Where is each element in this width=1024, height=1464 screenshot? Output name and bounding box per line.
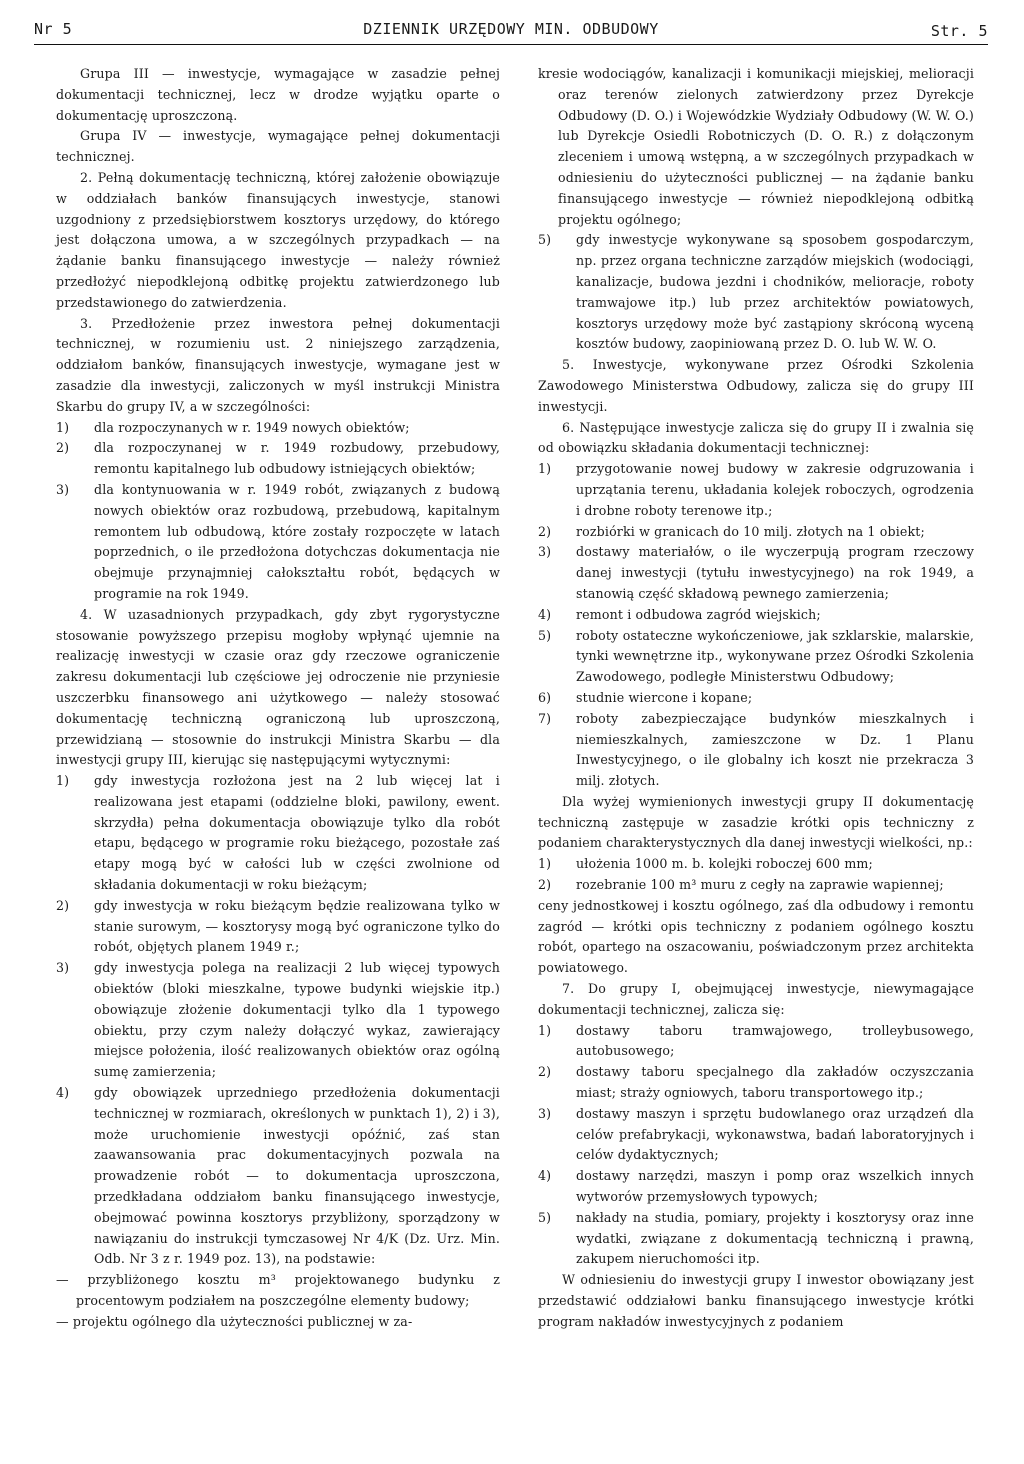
- paragraph: [538, 1062, 974, 1104]
- paragraph: [56, 418, 500, 439]
- paragraph-text: dostawy maszyn i sprzętu budowlanego oraz urządzeń dla celów prefabrykacji, wykonawstwa, badań laboratoryjnych i celów dydaktycznych;: [576, 1105, 974, 1163]
- list-number: 1): [56, 419, 70, 435]
- paragraph-text: W odniesieniu do inwestycji grupy I inwestor obowiązany jest przedstawić oddziałowi banku finansującego inwestycje krótki program nakładów inwestycyjnych z podaniem: [538, 1272, 974, 1329]
- paragraph: [538, 688, 974, 709]
- paragraph-text: 7. Do grupy I, obejmującej inwestycje, niewymagające dokumentacji technicznej, zalicza się:: [538, 981, 974, 1017]
- list-number: 1): [538, 856, 552, 872]
- paragraph: [538, 230, 974, 355]
- list-number: 5): [538, 232, 552, 248]
- paragraph-text: Grupa IV — inwestycje, wymagające pełnej dokumentacji technicznej.: [56, 128, 500, 165]
- paragraph-text: 5. Inwestycje, wykonywane przez Ośrodki Szkolenia Zawodowego Ministerstwa Odbudowy, zalicza się do grupy III inwestycji.: [538, 357, 974, 414]
- paragraph: [56, 1312, 500, 1333]
- paragraph: [56, 1083, 500, 1270]
- paragraph-text: przygotowanie nowej budowy w zakresie odgruzowania i uprzątania terenu, układania kolejek roboczych, ogrodzenia i drobne roboty terenowe itp.;: [576, 461, 974, 518]
- paragraph-text: studnie wiercone i kopane;: [576, 689, 753, 705]
- list-number: 1): [538, 1022, 552, 1038]
- paragraph-text: ułożenia 1000 m. b. kolejki roboczej 600 mm;: [576, 856, 873, 872]
- paragraph: [56, 480, 500, 605]
- paragraph-text: dostawy narzędzi, maszyn i pomp oraz wszelkich innych wytworów przemysłowych typowych;: [576, 1168, 974, 1205]
- list-number: 2): [538, 877, 552, 893]
- paragraph-text: dostawy taboru tramwajowego, trolleybusowego, autobusowego;: [576, 1022, 974, 1059]
- paragraph-text: ceny jednostkowej i kosztu ogólnego, zaś dla odbudowy i remontu zagród — krótki opis techniczny z podaniem ogólnego kosztu robót, opartego na oszacowaniu, poświadczonym przez architekta powiatowego.: [538, 897, 974, 976]
- paragraph-text: gdy obowiązek uprzedniego przedłożenia dokumentacji technicznej w rozmiarach, określonych w punktach 1), 2) i 3), może uruchomienie inwestycji opóźnić, zaś stan zaawansowania prac dokumentacyjnych pozwala na prowadzenie robót — to dokumentacja uproszczona, przedkładana oddziałom banku finansującego inwestycje, obejmować powinna kosztorys przybliżony, sporządzony w nawiązaniu do instrukcji tymczasowej Nr 4/K (Dz. Urz. Min. Odb. Nr 3 z r. 1949 poz. 13), na podstawie:: [94, 1085, 500, 1267]
- paragraph: [538, 854, 974, 875]
- paragraph: [538, 459, 974, 521]
- paragraph-text: nakłady na studia, pomiary, projekty i kosztorysy oraz inne wydatki, związane z dokumentacją techniczną i prawną, zakupem nieruchomości itp.: [576, 1209, 974, 1267]
- paragraph: [538, 522, 974, 543]
- paragraph-text: 6. Następujące inwestycje zalicza się do grupy II i zwalnia się od obowiązku składania dokumentacji technicznej:: [538, 419, 974, 456]
- paragraph: [56, 314, 500, 418]
- paragraph-text: — przybliżonego kosztu m³ projektowanego budynku z procentowym podziałem na poszczególne elementy budowy;: [56, 1272, 500, 1309]
- paragraph-text: 4. W uzasadnionych przypadkach, gdy zbyt rygorystyczne stosowanie powyższego przepisu mogłoby wpłynąć ujemnie na realizację inwestycji w czasie oraz gdy rzeczowe ograniczenie zakresu dokumentacji lub częściowe jej odroczenie nie przyniesie uszczerbku finansowego ani użytkowego — należy stosować dokumentację techniczną ograniczoną lub uproszczoną, przewidzianą — stosownie do instrukcji Ministra Skarbu — dla inwestycji grupy III, kierując się następującymi wytycznymi:: [56, 606, 500, 768]
- paragraph: [538, 1104, 974, 1166]
- paragraph-text: 2. Pełną dokumentację techniczną, której założenie obowiązuje w oddziałach banków finansujących inwestycje, stanowi uzgodniony z przedsiębiorstwem kosztorys urzędowy, do którego jest dołączona umowa, a w szczególnych przypadkach — na żądanie banku finansującego inwestycje — należy również przedłożyć niepodklejoną odbitkę projektu zatwierdzonego lub przedstawionego do zatwierdzenia.: [56, 169, 500, 310]
- list-number: 2): [538, 1064, 552, 1080]
- list-number: 7): [538, 710, 552, 726]
- paragraph-text: roboty zabezpieczające budynków mieszkalnych i niemieszkalnych, zamieszczone w Dz. 1 Planu Inwestycyjnego, o ile globalny ich koszt nie przekracza 3 milj. złotych.: [576, 710, 974, 789]
- paragraph: [538, 792, 974, 854]
- paragraph: [56, 126, 500, 168]
- paragraph: [538, 355, 974, 417]
- paragraph: [538, 709, 974, 792]
- paragraph-text: dla rozpoczynanych w r. 1949 nowych obiektów;: [94, 419, 410, 435]
- paragraph: [538, 64, 974, 230]
- paragraph: [538, 1021, 974, 1063]
- paragraph-text: Grupa III — inwestycje, wymagające w zasadzie pełnej dokumentacji technicznej, lecz w drodze wyjątku oparte o dokumentację uproszczoną.: [56, 66, 500, 123]
- paragraph-text: rozbiórki w granicach do 10 milj. złotych na 1 obiekt;: [576, 523, 925, 539]
- list-number: 5): [538, 1209, 552, 1225]
- paragraph-text: gdy inwestycje wykonywane są sposobem gospodarczym, np. przez organa techniczne zarządów miejskich (wodociągi, kanalizacje, budowa jezdni i chodników, melioracje, roboty tramwajowe itp.) lub przez architektów powiatowych, kosztorys urzędowy może być zastąpiony skróconą wyceną kosztów budowy, zaopiniowaną przez D. O. lub W. W. O.: [576, 232, 974, 352]
- paragraph-text: gdy inwestycja rozłożona jest na 2 lub więcej lat i realizowana jest etapami (oddzielne bloki, pawilony, ewent. skrzydła) pełna dokumentacja obowiązuje tylko dla robót etapu, będącego w programie roku bieżącego, pozostałe zaś etapy mogą być w całości lub w części zwolnione od składania dokumentacji w roku bieżącym;: [94, 773, 500, 893]
- list-number: 1): [538, 461, 552, 477]
- paragraph: [538, 542, 974, 604]
- paragraph-text: remont i odbudowa zagród wiejskich;: [576, 606, 821, 622]
- paragraph-text: 3. Przedłożenie przez inwestora pełnej dokumentacji technicznej, w rozumieniu ust. 2 niniejszego zarządzenia, oddziałom banków, finansujących inwestycje, wymagane jest w zasadzie dla inwestycji, zaliczonych w myśl instrukcji Ministra Skarbu do grupy IV, a w szczególności:: [56, 315, 500, 414]
- paragraph: [56, 896, 500, 958]
- list-number: 3): [538, 544, 552, 560]
- left-column: [56, 64, 500, 1333]
- list-number: 2): [538, 523, 552, 539]
- page-number: Str. 5: [930, 22, 988, 40]
- list-number: 5): [538, 627, 552, 643]
- paragraph: [56, 605, 500, 771]
- paragraph: [538, 979, 974, 1021]
- list-number: 2): [56, 897, 70, 913]
- paragraph-text: dla kontynuowania w r. 1949 robót, związanych z budową nowych obiektów oraz rozbudową, przebudową, kapitalnym remontem lub odbudową, które zostały rozpoczęte w latach poprzednich, o ile przedłożona dotychczas dokumentacja nie obejmuje przynajmniej całokształtu robót, będących w programie na rok 1949.: [94, 481, 500, 601]
- paragraph: [538, 1166, 974, 1208]
- paragraph: [56, 771, 500, 896]
- list-number: 3): [56, 960, 70, 976]
- paragraph-text: gdy inwestycja polega na realizacji 2 lub więcej typowych obiektów (bloki mieszkalne, typowe budynki wiejskie itp.) obowiązuje złożenie dokumentacji tylko dla 1 typowego obiektu, przy czym należy dołączyć wykaz, zawierający miejsce położenia, ilość realizowanych obiektów oraz ogólną sumę zamierzenia;: [94, 960, 500, 1080]
- list-number: 3): [56, 481, 70, 497]
- paragraph: [538, 875, 974, 896]
- paragraph: [56, 64, 500, 126]
- list-number: 4): [56, 1085, 70, 1101]
- paragraph-text: kresie wodociągów, kanalizacji i komunikacji miejskiej, melioracji oraz terenów zielonych zatwierdzony przez Dyrekcje Odbudowy (D. O.) i Wojewódzkie Wydziały Odbudowy (W. W. O.) lub Dyrekcje Osiedli Robotniczych (D. O. R.) z dołączonym zleceniem i umową wstępną, a w szczególnych przypadkach w odniesieniu do użyteczności publicznej — na żądanie banku finansującego inwestycje — również niepodklejoną odbitką projektu ogólnego;: [538, 66, 974, 227]
- right-column: [538, 64, 974, 1333]
- issue-number: Nr 5: [34, 20, 73, 38]
- journal-title: DZIENNIK URZĘDOWY MIN. ODBUDOWY: [363, 20, 659, 38]
- paragraph: [56, 1270, 500, 1312]
- paragraph: [56, 168, 500, 314]
- paragraph-text: dostawy materiałów, o ile wyczerpują program rzeczowy danej inwestycji (tytułu inwestycyjnego) na rok 1949, a stanowią część składową pewnego zamierzenia;: [576, 544, 974, 601]
- paragraph-text: — projektu ogólnego dla użyteczności publicznej w za-: [56, 1313, 413, 1329]
- paragraph-text: Dla wyżej wymienionych inwestycji grupy II dokumentację techniczną zastępuje w zasadzie krótki opis techniczny z podaniem charakterystycznych dla danej inwestycji wielkości, np.:: [538, 793, 974, 851]
- paragraph: [538, 1208, 974, 1270]
- paragraph: [538, 626, 974, 688]
- paragraph: [538, 896, 974, 979]
- paragraph: [56, 438, 500, 480]
- paragraph: [538, 605, 974, 626]
- page-header: [34, 18, 988, 45]
- list-number: 4): [538, 606, 552, 622]
- list-number: 6): [538, 689, 552, 705]
- list-number: 2): [56, 440, 70, 456]
- paragraph-text: gdy inwestycja w roku bieżącym będzie realizowana tylko w stanie surowym, — kosztorysy mogą być ograniczone tylko do robót, objętych planem 1949 r.;: [94, 897, 500, 955]
- paragraph-text: dostawy taboru specjalnego dla zakładów oczyszczania miast; straży ogniowych, taboru transportowego itp.;: [576, 1064, 974, 1101]
- list-number: 1): [56, 773, 70, 789]
- paragraph-text: rozebranie 100 m³ muru z cegły na zaprawie wapiennej;: [576, 877, 944, 893]
- paragraph-text: roboty ostateczne wykończeniowe, jak szklarskie, malarskie, tynki wewnętrzne itp., wykonywane przez Ośrodki Szkolenia Zawodowego, podległe Ministerstwu Odbudowy;: [576, 627, 974, 685]
- list-number: 4): [538, 1168, 552, 1184]
- paragraph: [538, 418, 974, 460]
- paragraph-text: dla rozpoczynanej w r. 1949 rozbudowy, przebudowy, remontu kapitalnego lub odbudowy istniejących obiektów;: [94, 440, 500, 477]
- list-number: 3): [538, 1105, 552, 1121]
- paragraph: [538, 1270, 974, 1332]
- paragraph: [56, 958, 500, 1083]
